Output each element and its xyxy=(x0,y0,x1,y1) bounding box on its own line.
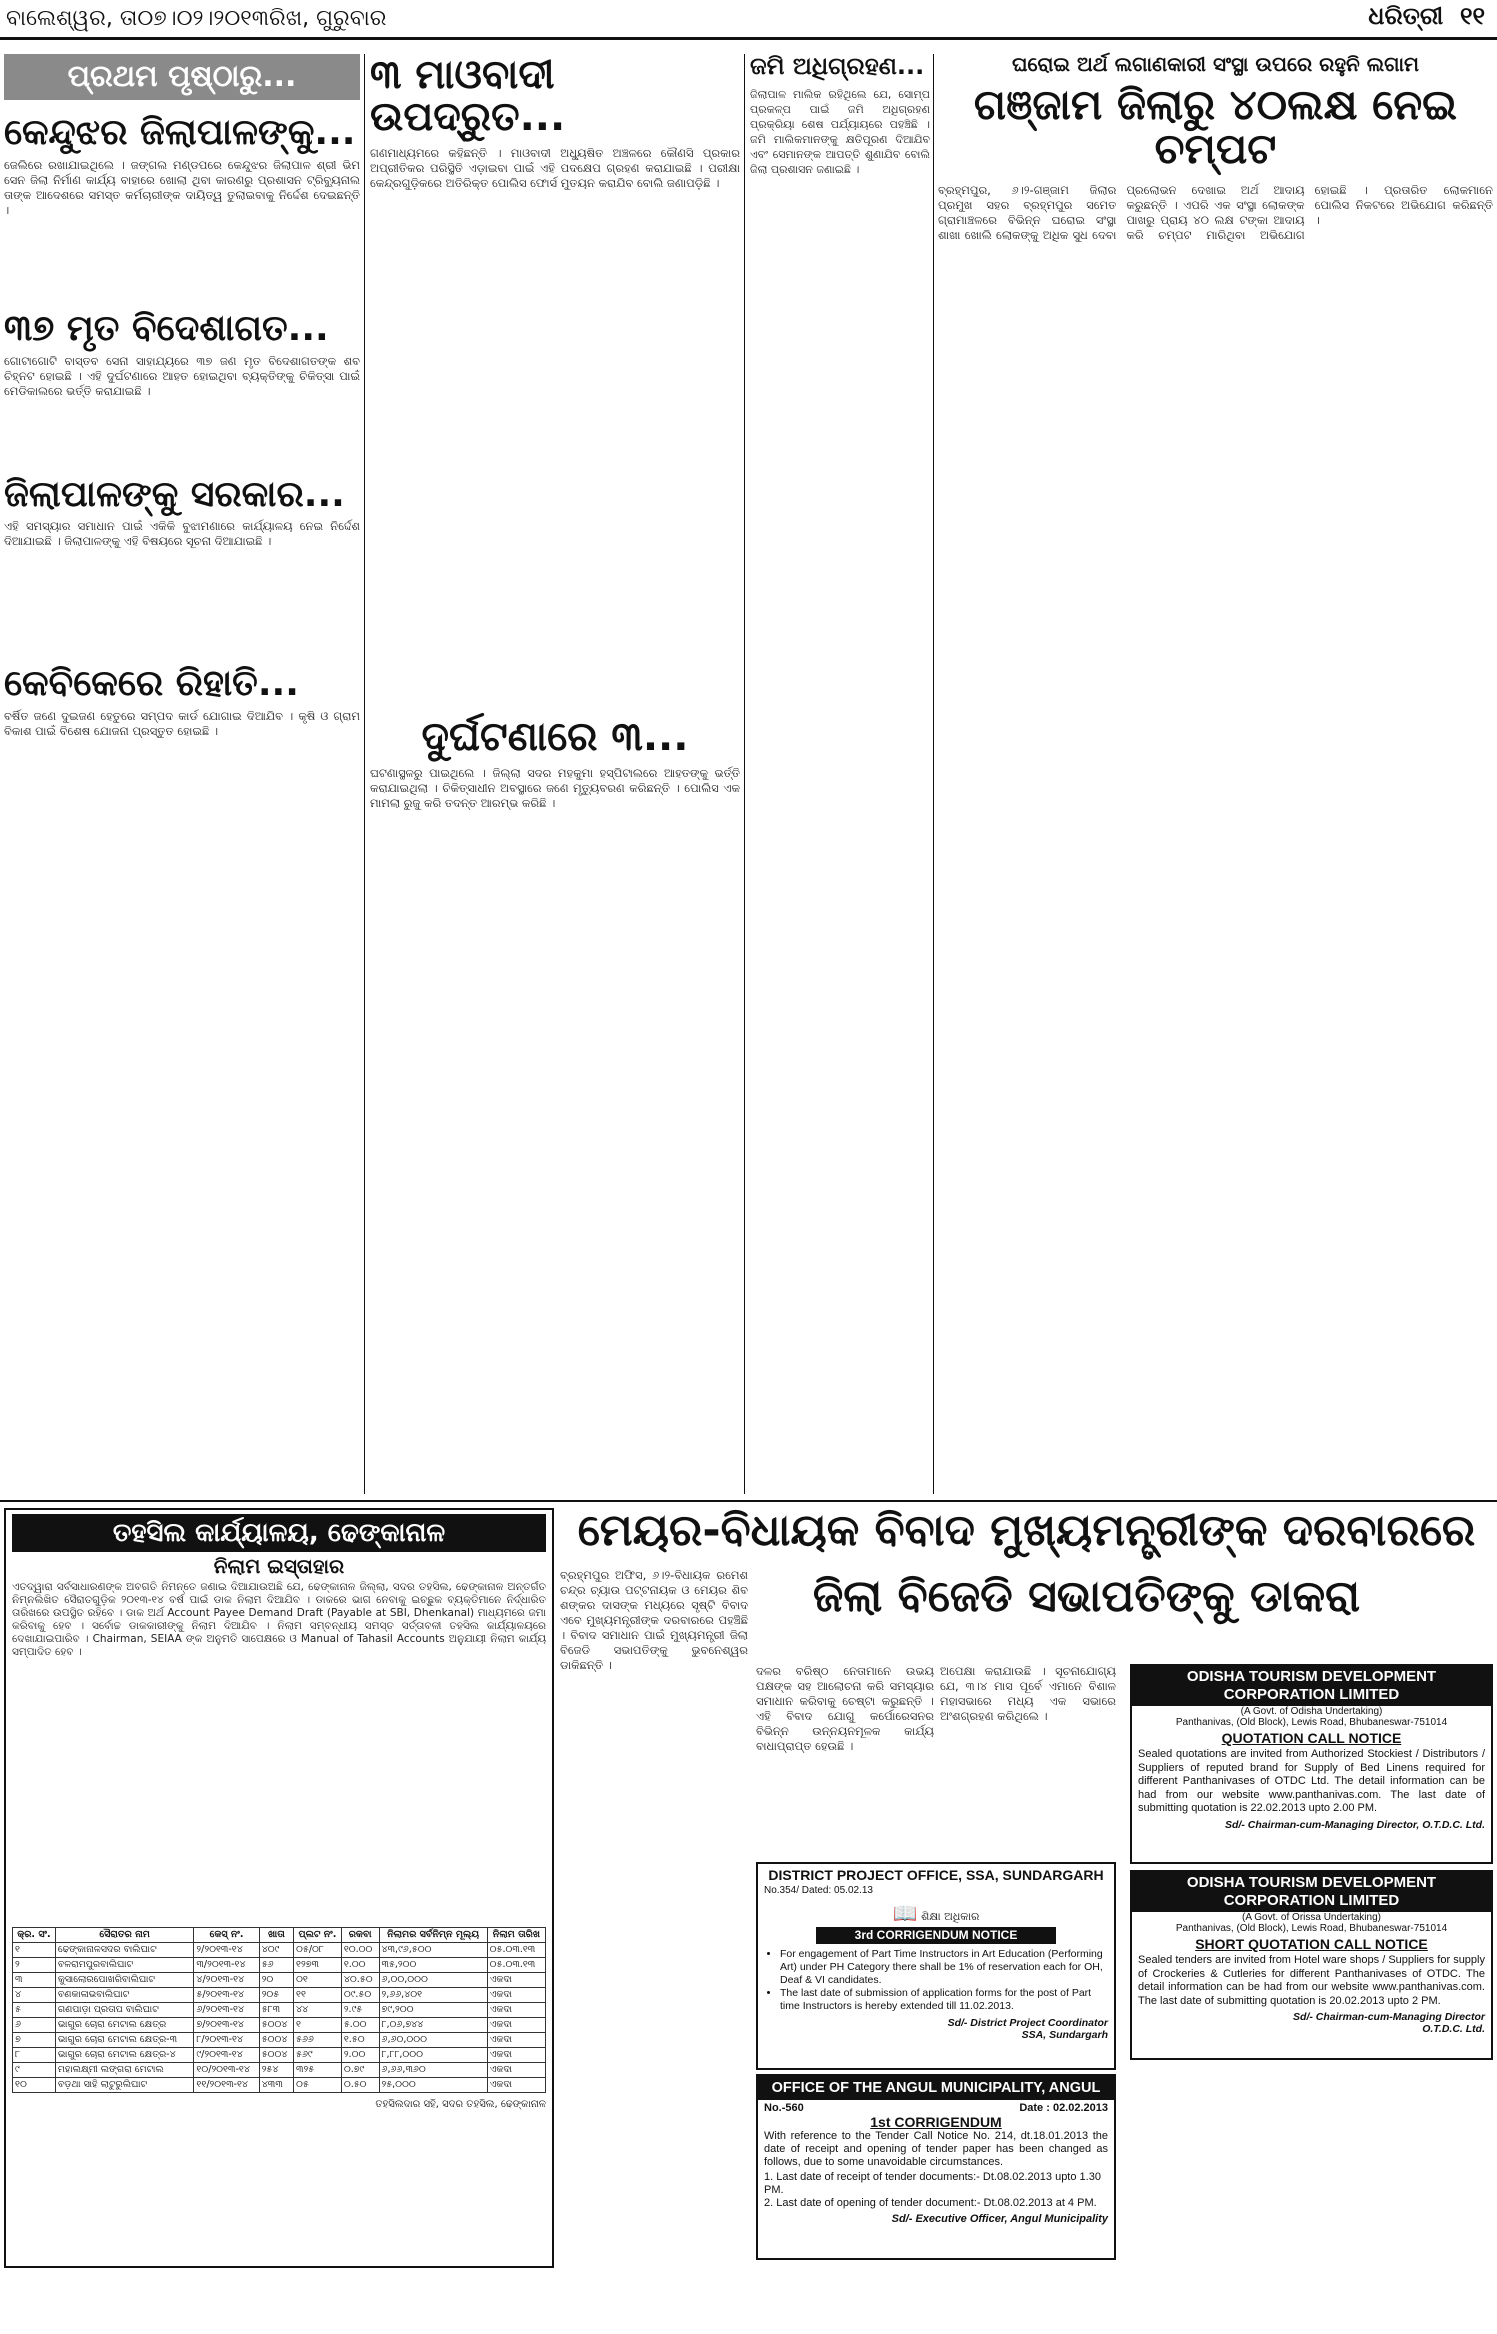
story-heading: କେନ୍ଦୁଝର ଜିଲାପାଳଙ୍କୁ... xyxy=(4,112,356,153)
table-cell: ୧ xyxy=(13,1943,56,1958)
page-header xyxy=(0,0,1497,40)
front-page-continuations xyxy=(4,54,360,1496)
notice-body: With reference to the Tender Call Notice No. 214, dt.18.01.2013 the date of receipt and opening of tender paper has been changed as follows, due to some unavoidable circumstances. xyxy=(764,2130,1108,2168)
table-cell: ୨୫,୦୦୦ xyxy=(379,2078,487,2093)
notice-title: ODISHA TOURISM DEVELOPMENT CORPORATION LIMITED xyxy=(1132,1666,1491,1706)
column-rule xyxy=(744,54,745,1494)
table-cell: ୨.୦୦ xyxy=(341,2048,379,2063)
otdc-quotation-notice xyxy=(1130,1664,1493,1864)
table-cell: ୦.୫୦ xyxy=(341,2078,379,2093)
column-header: ସୈରାତର ନାମ xyxy=(55,1928,194,1943)
table-cell: ୪/୨୦୧୩-୧୪ xyxy=(194,1973,259,1988)
signature-line: O.T.D.C. Ltd. xyxy=(1422,2023,1485,2035)
story-body: ଜିଲାପାଳ ମାଲିକ ରହିଥିଲେ ଯେ, ସୋମ୍ପ ପ୍ରକଳ୍ପ ପାଇଁ ଜମି ଅଧିଗ୍ରହଣ ପ୍ରକ୍ରିୟା ଶେଷ ପର୍ଯ୍ୟାୟରେ ପହଞ୍ଚିଛି । ଜମି ମାଲିକମାନଙ୍କୁ କ୍ଷତିପୂରଣ ଦିଆଯିବ ଏବଂ ସେମାନଙ୍କ ଆପତ୍ତି ଶୁଣାଯିବ ବୋଲି ଜିଲା ପ୍ରଶାସନ ଜଣାଇଛି । xyxy=(750,88,930,177)
column-header: ପ୍ଲଟ ନଂ. xyxy=(294,1928,342,1943)
notice-sub: (A Govt. of Odisha Undertaking) xyxy=(1240,1706,1383,1717)
notice-item: 2. Last date of opening of tender document:- Dt.08.02.2013 at 4 PM. xyxy=(764,2197,1097,2209)
notice-signature: ତହସିଲଦାର ସହି, ସଦର ତହସିଲ, ଢେଙ୍କାନାଳ xyxy=(375,2099,546,2110)
table-header-row xyxy=(13,1928,546,1943)
story-heading: ୩୭ ମୃତ ବିଦେଶାଗତ... xyxy=(4,307,329,349)
table-cell: ୪୦୯ xyxy=(259,1943,293,1958)
notice-ref: No.-560 xyxy=(764,2102,804,2114)
tahasil-auction-notice xyxy=(4,1508,554,2268)
table-cell: ୧୦.୦୦ xyxy=(341,1943,379,1958)
story-kicker: ଘରୋଇ ଅର୍ଥ ଲଗାଣକାରୀ ସଂସ୍ଥା ଉପରେ ରହୁନି ଲଗାମ xyxy=(1011,52,1420,76)
table-cell: ୦୫.୦୩.୧୩ xyxy=(487,1943,545,1958)
page-number: ୧୧ xyxy=(1459,2,1485,30)
table-cell: ୫୦୦୪ xyxy=(259,2033,293,2048)
table-cell: ୫୬୯ xyxy=(294,2048,342,2063)
masthead-page xyxy=(1368,2,1485,30)
notice-title: OFFICE OF THE ANGUL MUNICIPALITY, ANGUL xyxy=(758,2076,1114,2100)
table-row xyxy=(13,1973,546,1988)
table-cell: ୧୦ xyxy=(13,2078,56,2093)
signature-line: Sd/- Chairman-cum-Managing Director xyxy=(1293,2011,1485,2023)
story-subheading: ଜିଲା ବିଜେଡି ସଭାପତିଙ୍କୁ ଡାକରା xyxy=(812,1571,1361,1623)
ssa-logo xyxy=(764,1901,1108,1925)
table-cell: ବଣକାଳାଭବାଲିଘାଟ xyxy=(55,1988,194,2003)
table-cell: ୫୮୩ xyxy=(259,2003,293,2018)
notice-signature: Sd/- Chairman-cum-Managing Director, O.T.D.C. Ltd. xyxy=(1225,1818,1485,1831)
ganjam-story xyxy=(938,54,1493,1496)
table-row xyxy=(13,2033,546,2048)
table-cell: ୮/୨୦୧୩-୧୪ xyxy=(194,2033,259,2048)
column-header: ଖାତା xyxy=(259,1928,293,1943)
table-row xyxy=(13,2003,546,2018)
notice-heading: QUOTATION CALL NOTICE xyxy=(1221,1730,1402,1746)
table-cell: ୧୧ xyxy=(294,1988,342,2003)
notice-body: Sealed tenders are invited from Hotel ware shops / Suppliers for supply of Crockeries & Cutleries for different Panthanivases of OTDC. The detail information can be had from our website www.panthanivas.com. The last date of submitting quotation is 20.02.2013 upto 2 PM. xyxy=(1138,1954,1485,2007)
story-heading: ଜମି ଅଧିଗ୍ରହଣ... xyxy=(750,52,925,80)
story-heading: ଗଞ୍ଜାମ ଜିଲାରୁ ୪୦ଲକ୍ଷ ନେଇ ଚମ୍ପଟ xyxy=(973,80,1458,174)
column-rule xyxy=(364,54,365,1494)
masthead: ଧରିତ୍ରୀ xyxy=(1368,2,1444,30)
table-cell: ୫୬ xyxy=(259,1958,293,1973)
table-cell: ୯ xyxy=(13,2063,56,2078)
notice-body: ଏତଦ୍ୱାରା ସର୍ବସାଧାରଣଙ୍କ ଅବଗତି ନିମନ୍ତେ ଜଣାଇ ଦିଆଯାଉଅଛି ଯେ, ଢେଙ୍କାନାଳ ଜିଲ୍ଲା, ସଦର ତହସିଲ, ଢେଙ୍କାନାଳ ଅନ୍ତର୍ଗତ ନିମ୍ନଲିଖିତ ସୈରାତଗୁଡ଼ିକ ୨୦୧୩-୧୪ ବର୍ଷ ପାଇଁ ଡାକ ନିଲାମ ଦିଆଯିବ । ଡାକରେ ଭାଗ ନେବାକୁ ଇଚ୍ଛୁକ ବ୍ୟକ୍ତିମାନେ ନିର୍ଦ୍ଧାରିତ ତାରିଖରେ ଉପସ୍ଥିତ ରହିବେ । ଡାକ ଅର୍ଥ Account Payee Demand Draft (Payable at SBI, Dhenkanal) ମାଧ୍ୟମରେ ଜମା କରିବାକୁ ହେବ । ସର୍ବୋଚ୍ଚ ଡାକକାରୀଙ୍କୁ ନିଲାମ ଦିଆଯିବ । ନିଲାମ ସମ୍ବନ୍ଧୀୟ ସମସ୍ତ ସର୍ତ୍ତାବଳୀ ତହସିଲ କାର୍ଯ୍ୟାଳୟରେ ଦେଖାଯାଇପାରିବ । Chairman, SEIAA ଙ୍କ ଅନୁମତି ସାପେକ୍ଷରେ ଓ Manual of Tahasil Accounts ଅନୁଯାୟୀ ନିଲାମ କାର୍ଯ୍ୟ ସମ୍ପାଦିତ ହେବ । xyxy=(12,1581,546,1658)
table-cell: ୭୯,୨୦୦ xyxy=(379,2003,487,2018)
table-cell: ଏକଦା xyxy=(487,1988,545,2003)
table-cell: ୨.୯୫ xyxy=(341,2003,379,2018)
otdc-short-quotation-notice xyxy=(1130,1870,1493,2060)
table-cell: ୪୪ xyxy=(294,2003,342,2018)
table-cell: ୨୫୪ xyxy=(259,2063,293,2078)
column-rule xyxy=(933,54,934,1494)
book-icon: 📖 xyxy=(892,1900,918,1925)
notice-ref-row xyxy=(764,2102,1108,2114)
table-cell: ୫୦୦୪ xyxy=(259,2048,293,2063)
table-cell: ୮,୮୮,୦୦୦ xyxy=(379,2048,487,2063)
table-cell: ୫/୨୦୧୩-୧୪ xyxy=(194,1988,259,2003)
table-cell: ୮,୦୬,୭୪୪ xyxy=(379,2018,487,2033)
story-heading: ଜିଲାପାଳଙ୍କୁ ସରକାର... xyxy=(4,473,345,515)
table-cell: ଏକଦା xyxy=(487,1973,545,1988)
table-cell: ୪୦.୫୦ xyxy=(341,1973,379,1988)
table-row xyxy=(13,2048,546,2063)
table-cell: ଏକଦା xyxy=(487,2048,545,2063)
maoist-story xyxy=(370,54,740,1496)
table-cell: ଭାଗୁର ଚୋରା ମେଟାଲ କ୍ଷେତ୍ର-୩ xyxy=(55,2033,194,2048)
notice-bullet: • The last date of submission of application forms for the post of Part time Instructors is hereby extended till 11.02.2013. xyxy=(780,1987,1108,2013)
table-cell: ୦୫ xyxy=(294,2078,342,2093)
column-header: ରକବା xyxy=(341,1928,379,1943)
dateline: ବାଲେଶ୍ୱର, ତା୦୭।୦୨।୨୦୧୩ରିଖ, ଗୁରୁବାର xyxy=(6,6,387,31)
table-cell: ୬,୦୦,୦୦୦ xyxy=(379,1973,487,1988)
notice-heading: SHORT QUOTATION CALL NOTICE xyxy=(1195,1936,1428,1952)
story-heading: କେବିକେରେ ରିହାତି... xyxy=(4,663,299,705)
notice-title: DISTRICT PROJECT OFFICE, SSA, SUNDARGARH xyxy=(768,1867,1104,1883)
table-cell: ୪୩,୯୬,୫୦୦ xyxy=(379,1943,487,1958)
sundargarh-ssa-notice xyxy=(756,1862,1116,2070)
table-cell: ୪ xyxy=(13,1988,56,2003)
notice-title: ତହସିଲ କାର୍ଯ୍ୟାଳୟ, ଢେଙ୍କାନାଳ xyxy=(12,1514,546,1552)
table-cell: ୦୫.୦୩.୧୩ xyxy=(487,1958,545,1973)
table-cell: ୧୧/୨୦୧୩-୧୪ xyxy=(194,2078,259,2093)
notice-body: Sealed quotations are invited from Authorized Stockiest / Distributors / Suppliers of reputed brand for Supply of Bed Linens required for different Panthanivases of OTDC Ltd. The detail information can be had from our website www.panthanivas.com. The last date of submitting quotation is 22.02.2013 upto 2.00 PM. xyxy=(1138,1748,1485,1814)
table-cell: ୧ xyxy=(294,2018,342,2033)
column-header: କ୍ର. ସଂ. xyxy=(13,1928,56,1943)
land-acquisition-story xyxy=(750,54,930,1496)
notice-signature xyxy=(1138,2011,1485,2035)
story-body: ବ୍ରହ୍ମପୁର ଅଫିସ, ୬।୨-ବିଧାୟକ ରମେଶ ଚନ୍ଦ୍ର ଚ୍ୟାଉ ପଟ୍ଟନାୟକ ଓ ମେୟର ଶିବ ଶଙ୍କର ଦାସଙ୍କ ମଧ୍ୟରେ ସୃଷ୍ଟି ବିବାଦ ଏବେ ମୁଖ୍ୟମନ୍ତ୍ରୀଙ୍କ ଦରବାରରେ ପହଞ୍ଚିଛି । ବିବାଦ ସମାଧାନ ପାଇଁ ମୁଖ୍ୟମନ୍ତ୍ରୀ ଜିଲା ବିଜେଡି ସଭାପତିଙ୍କୁ ଭୁବନେଶ୍ୱର ଡାକିଛନ୍ତି । xyxy=(560,1568,748,1672)
table-cell: ୫.୦୦ xyxy=(341,2018,379,2033)
table-cell: ୦୫/୦୮ xyxy=(294,1943,342,1958)
table-cell: ୯/୨୦୧୩-୧୪ xyxy=(194,2048,259,2063)
table-cell: କୁସାଲୋରପୋଖରିବାଲିଘାଟ xyxy=(55,1973,194,1988)
story-body: ଜେଲିରେ ରଖାଯାଇଥିଲେ । ଜଙ୍ଗଲ ମଣ୍ଡପରେ କେନ୍ଦୁଝର ଜିଲାପାଳ ଶ୍ରୀ ଭିମ ସେନ ଜିଲା ନିର୍ମାଣ କାର୍ଯ୍ୟ ବାହାରେ ଖୋଲା ଥିବା କାରଣରୁ ପ୍ରଶାସନ ଟ୍ରିବ୍ୟୁନାଲ ତାଙ୍କ ଆଦେଶରେ ସମସ୍ତ କର୍ମଚାରୀଙ୍କ ଦାୟିତ୍ୱ ତୁଲାଇବାକୁ ନିର୍ଦ୍ଦେଶ ଦେଇଛନ୍ତି । xyxy=(4,157,360,217)
table-cell: ୩୨୫ xyxy=(294,2063,342,2078)
table-row xyxy=(13,2078,546,2093)
table-cell: ୨,୬୬,୪୦୧ xyxy=(379,1988,487,2003)
table-cell: ଭାଗୁର ଚୋରା ମେଟାଲ କ୍ଷେତ୍ର xyxy=(55,2018,194,2033)
table-cell: ୬/୨୦୧୩-୧୪ xyxy=(194,2003,259,2018)
table-cell: ଏକଦା xyxy=(487,2018,545,2033)
table-cell: ୫ xyxy=(13,2003,56,2018)
notice-title: ODISHA TOURISM DEVELOPMENT CORPORATION LIMITED xyxy=(1132,1872,1491,1912)
table-body xyxy=(13,1943,546,2093)
auction-table xyxy=(12,1927,546,2093)
signature-line: SSA, Sundargarh xyxy=(1021,2028,1108,2041)
table-cell: ୨ xyxy=(13,1958,56,1973)
table-cell: ମହାଲକ୍ଷ୍ମୀ ଲଙ୍ଗରା ମେଟାଲ xyxy=(55,2063,194,2078)
table-cell: ଏକଦା xyxy=(487,2033,545,2048)
table-cell: ଗଣପାଡ଼ା ପ୍ରତାପ ବାଲିଘାଟ xyxy=(55,2003,194,2018)
notice-sub: (A Govt. of Orissa Undertaking) xyxy=(1242,1912,1381,1923)
table-cell: ୬,୬୦,୦୦୦ xyxy=(379,2033,487,2048)
story-body: ବ୍ରହ୍ମପୁର, ୬।୨-ଗଞ୍ଜାମ ଜିଲାର ପ୍ରମୁଖ ସହର ବ୍ରହ୍ମପୁର ସମେତ ଗ୍ରାମାଞ୍ଚଳରେ ବିଭିନ୍ନ ଘରୋଇ ସଂସ୍ଥା ଶାଖା ଖୋଲି ଲୋକଙ୍କୁ ଅଧିକ ସୁଧ ଦେବା ପ୍ରଲୋଭନ ଦେଖାଇ ଅର୍ଥ ଆଦାୟ କରୁଛନ୍ତି । ଏପରି ଏକ ସଂସ୍ଥା ଲୋକଙ୍କ ପାଖରୁ ପ୍ରାୟ ୪୦ ଲକ୍ଷ ଟଙ୍କା ଆଦାୟ କରି ଚମ୍ପଟ ମାରିଥିବା ଅଭିଯୋଗ ହୋଇଛି । ପ୍ରତାରିତ ଲୋକମାନେ ପୋଲିସ ନିକଟରେ ଅଭିଯୋଗ କରିଛନ୍ତି । xyxy=(938,183,1493,243)
notice-heading: 1st CORRIGENDUM xyxy=(870,2114,1002,2130)
story-body: ବର୍ଷିତ ଜଣେ ଦୁଇଜଣ ହେତୁରେ ସମ୍ପଦ କାର୍ଡ ଯୋଗାଇ ଦିଆଯିବ । କୃଷି ଓ ଗ୍ରାମ ବିକାଶ ପାଇଁ ବିଶେଷ ଯୋଜନା ପ୍ରସ୍ତୁତ ହୋଇଛି । xyxy=(4,709,360,739)
column-header: ନିଲାମ ତାରିଖ xyxy=(487,1928,545,1943)
notice-signature xyxy=(764,2017,1108,2041)
table-cell: ୨୦ xyxy=(259,1973,293,1988)
table-cell: ୬ xyxy=(13,2018,56,2033)
notice-address: Panthanivas, (Old Block), Lewis Road, Bhubaneswar-751014 xyxy=(1175,1923,1448,1934)
table-cell: ୫୦୦୪ xyxy=(259,2018,293,2033)
table-cell: ୨/୨୦୧୩-୧୪ xyxy=(194,1943,259,1958)
notice-bullets xyxy=(764,1948,1108,2013)
story-body: ଗଣମାଧ୍ୟମରେ କହିଛନ୍ତି । ମାଓବାଦୀ ଅଧ୍ୟୁଷିତ ଅଞ୍ଚଳରେ କୌଣସି ପ୍ରକାର ଅପ୍ରୀତିକର ପରିସ୍ଥିତି ଏଡ଼ାଇବା ପାଇଁ ଏହି ପଦକ୍ଷେପ ଗ୍ରହଣ କରାଯାଇଛି । ପରୀକ୍ଷା କେନ୍ଦ୍ରଗୁଡ଼ିକରେ ଅତିରିକ୍ତ ପୋଲିସ ଫୋର୍ସ ମୁତୟନ କରାଯିବ ବୋଲି ଜଣାପଡ଼ିଛି । xyxy=(370,146,740,190)
column-header: କେସ୍ ନଂ. xyxy=(194,1928,259,1943)
story-body: ଦଳର ବରିଷ୍ଠ ନେତାମାନେ ଉଭୟ ପକ୍ଷଙ୍କ ସହ ଆଲୋଚନା କରି ସମସ୍ୟାର ସମାଧାନ କରିବାକୁ ଚେଷ୍ଟା କରୁଛନ୍ତି । ଏହି ବିବାଦ ଯୋଗୁ କର୍ପୋରେସନର ବିଭିନ୍ନ ଉନ୍ନୟନମୂଳକ କାର୍ଯ୍ୟ ବାଧାପ୍ରାପ୍ତ ହେଉଛି । xyxy=(756,1664,934,1753)
table-cell: ଢେଙ୍କାନାଳସଦର ବାଲିଘାଟ xyxy=(55,1943,194,1958)
story-heading: ମେୟର-ବିଧାୟକ ବିବାଦ ମୁଖ୍ୟମନ୍ତ୍ରୀଙ୍କ ଦରବାରରେ xyxy=(577,1505,1476,1556)
notice-heading: 3rd CORRIGENDUM NOTICE xyxy=(816,1927,1056,1944)
story-body: ଗୋଟାଗୋଟି ବାସ୍ତବ ସେନା ସାହାଯ୍ୟରେ ୩୭ ଜଣ ମୃତ ବିଦେଶାଗତଙ୍କ ଶବ ଚିହ୍ନଟ ହୋଇଛି । ଏହି ଦୁର୍ଘଟଣାରେ ଆହତ ହୋଇଥିବା ବ୍ୟକ୍ତିଙ୍କୁ ଚିକିତ୍ସା ପାଇଁ ମେଡିକାଲରେ ଭର୍ତ୍ତି କରାଯାଇଛି । xyxy=(4,353,360,398)
table-cell: ୨୦୫ xyxy=(259,1988,293,2003)
notice-signature: Sd/- Executive Officer, Angul Municipality xyxy=(891,2213,1108,2225)
angul-municipality-notice xyxy=(756,2074,1116,2260)
table-cell: ୫୬୬ xyxy=(294,2033,342,2048)
section-rule xyxy=(0,1500,1497,1502)
story-body: ଏହି ସମସ୍ୟାର ସମାଧାନ ପାଇଁ ଏକିକି ବୁଝାମଣାରେ କାର୍ଯ୍ୟାଳୟ ନେଇ ନିର୍ଦ୍ଦେଶ ଦିଆଯାଇଛି । ଜିଲାପାଳଙ୍କୁ ଏହି ବିଷୟରେ ସୂଚନା ଦିଆଯାଇଛି । xyxy=(4,519,360,549)
table-cell: ୮ xyxy=(13,2048,56,2063)
table-cell: ୭/୨୦୧୩-୧୪ xyxy=(194,2018,259,2033)
table-cell: ୧୦/୨୦୧୩-୧୪ xyxy=(194,2063,259,2078)
ssa-logo-text: ଶିକ୍ଷା ଅଧିକାର xyxy=(921,1909,980,1923)
table-cell: ଏକଦା xyxy=(487,2078,545,2093)
table-cell: ୭ xyxy=(13,2033,56,2048)
table-cell: ଏକଦା xyxy=(487,2063,545,2078)
story-body: ଅପେକ୍ଷା କରାଯାଉଛି । ସୂଚନାଯୋଗ୍ୟ ଯେ, ୩।୪ ମାସ ପୂର୍ବେ ଏମାନେ ବିଶାଳ ମହାସଭାରେ ମଧ୍ୟ ଏକ ସଭାରେ ଅଂଶଗ୍ରହଣ କରିଥିଲେ । xyxy=(940,1664,1116,1723)
table-cell: ୩୫,୨୦୦ xyxy=(379,1958,487,1973)
notice-subtitle: ନିଲାମ ଇସ୍ତାହାର xyxy=(213,1554,345,1578)
table-row xyxy=(13,2063,546,2078)
table-cell: ୬,୬୬,୩୬୦ xyxy=(379,2063,487,2078)
table-cell: ୪୩୩ xyxy=(259,2078,293,2093)
notice-ref: No.354/ Dated: 05.02.13 xyxy=(764,1884,873,1896)
table-cell: ୦୯.୫୦ xyxy=(341,1988,379,2003)
table-cell: ୦.୭୯ xyxy=(341,2063,379,2078)
table-cell: ବଡ଼ଥା ସାହି ଲାଟୁରୁଲିଘାଟ xyxy=(55,2078,194,2093)
notice-date: Date : 02.02.2013 xyxy=(1019,2102,1108,2114)
table-cell: ୩/୨୦୧୩-୧୪ xyxy=(194,1958,259,1973)
table-row xyxy=(13,1958,546,1973)
table-cell: ବଳରାମପୁରବାଲିଘାଟ xyxy=(55,1958,194,1973)
table-row xyxy=(13,2018,546,2033)
notice-address: Panthanivas, (Old Block), Lewis Road, Bhubaneswar-751014 xyxy=(1175,1717,1448,1728)
table-cell: ୩ xyxy=(13,1973,56,1988)
table-cell: ୧୨୭୩ xyxy=(294,1958,342,1973)
story-heading: ଦୁର୍ଘଟଣାରେ ୩... xyxy=(421,714,689,760)
table-cell: ଭାଗୁର ଚୋରା ମେଟାଲ କ୍ଷେତ୍ର-୪ xyxy=(55,2048,194,2063)
story-heading: ୩ ମାଓବାଦୀ ଉପଦ୍ରୁତ... xyxy=(370,52,566,140)
table-cell: ୧.୫୦ xyxy=(341,2033,379,2048)
table-row xyxy=(13,1988,546,2003)
table-row xyxy=(13,1943,546,1958)
table-cell: ୦୧ xyxy=(294,1973,342,1988)
table-cell: ଏକଦା xyxy=(487,2003,545,2018)
table-cell: ୧.୦୦ xyxy=(341,1958,379,1973)
signature-line: Sd/- District Project Coordinator xyxy=(947,2016,1108,2029)
story-body: ଘଟଣାସ୍ଥଳରୁ ପାଇଥିଲେ । ଜିଲ୍ଲା ସଦର ମହକୁମା ହସ୍ପିଟାଲରେ ଆହତଙ୍କୁ ଭର୍ତ୍ତି କରାଯାଇଥିଲା । ଚିକିତ୍ସାଧୀନ ଅବସ୍ଥାରେ ଜଣେ ମୃତ୍ୟୁବରଣ କରିଛନ୍ତି । ପୋଲିସ ଏକ ମାମଲା ରୁଜୁ କରି ତଦନ୍ତ ଆରମ୍ଭ କରିଛି । xyxy=(370,766,740,810)
column-header: ନିଲାମର ସର୍ବନିମ୍ନ ମୂଲ୍ୟ xyxy=(379,1928,487,1943)
section-heading: ପ୍ରଥମ ପୃଷ୍ଠାରୁ... xyxy=(4,54,360,100)
notice-bullet: • For engagement of Part Time Instructors in Art Education (Performing Art) under PH Category there shall be 1% of reservation each for OH, Deaf & VI candidates. xyxy=(780,1948,1108,1987)
notice-item: 1. Last date of receipt of tender documents:- Dt.08.02.2013 upto 1.30 PM. xyxy=(764,2171,1101,2196)
